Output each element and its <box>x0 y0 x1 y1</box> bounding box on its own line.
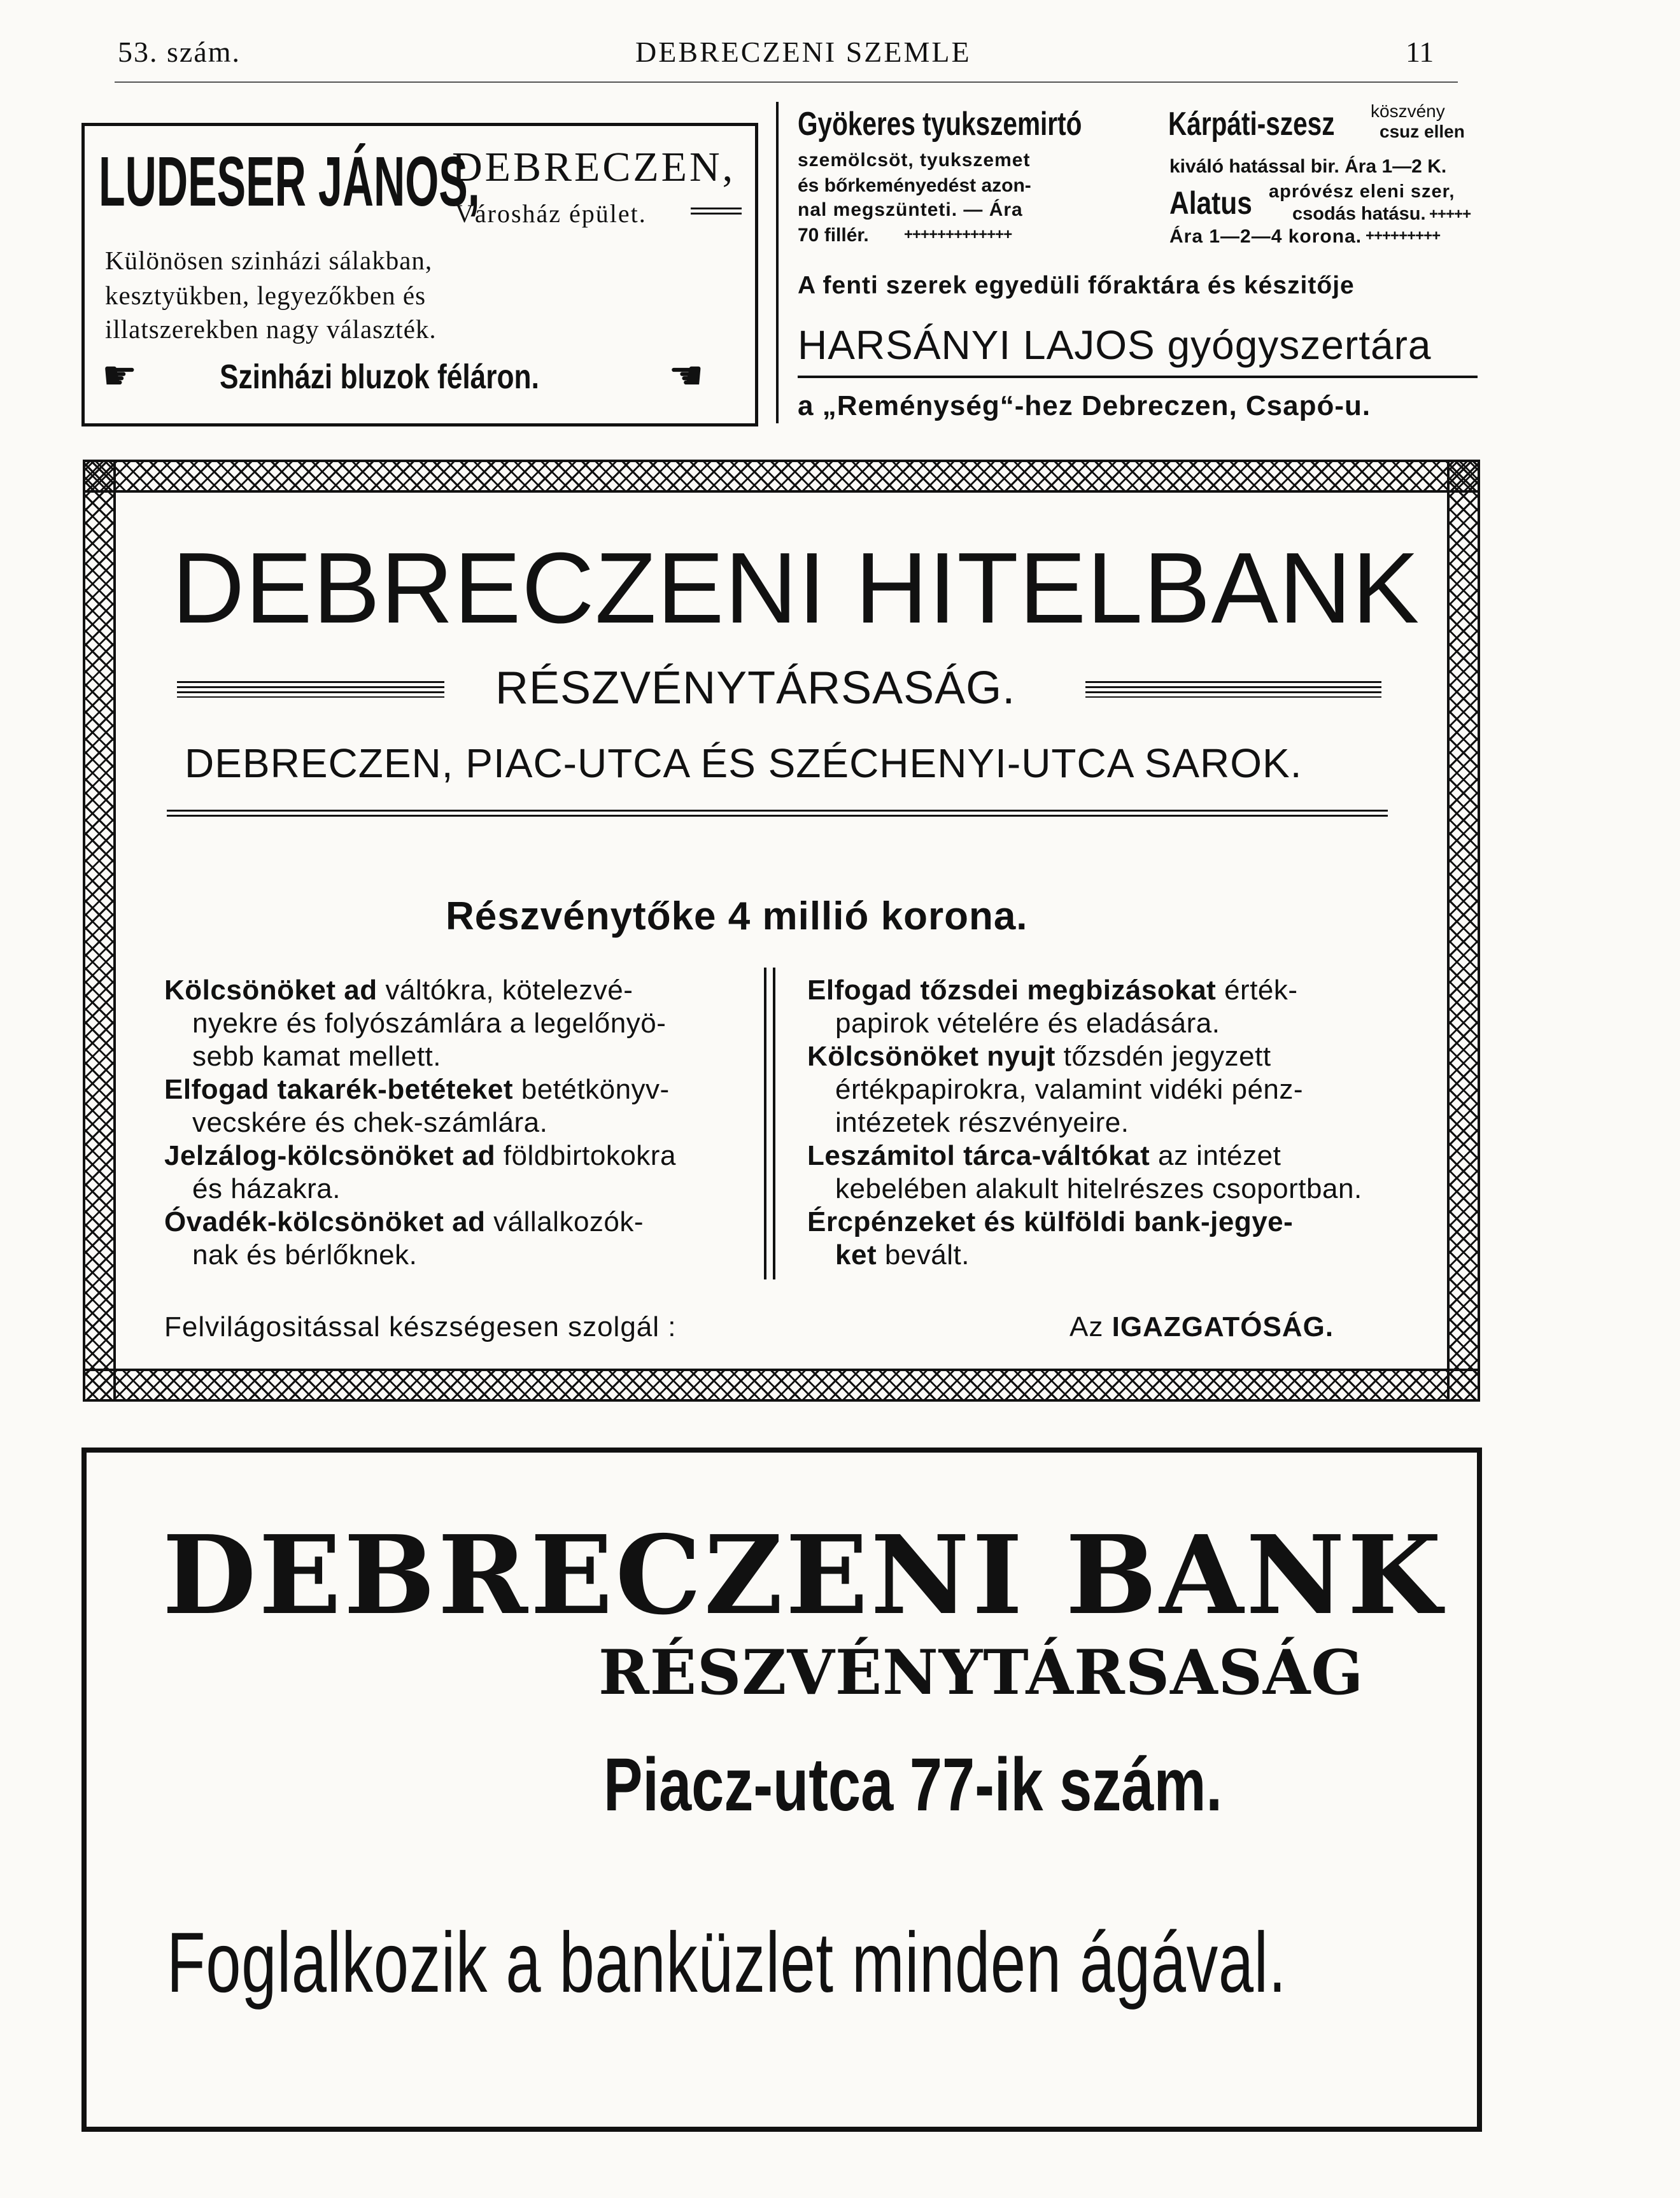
ludeser-body-1: Különösen szinházi sálakban, <box>105 246 433 275</box>
right-line-bold: Ércpénzeket és külföldi bank-jegye- <box>807 1206 1294 1237</box>
right-line-text: kebelében alakult hitelrészes csoportban. <box>835 1173 1362 1204</box>
left-line <box>164 1206 750 1239</box>
harsanyi-rule <box>798 376 1478 378</box>
ludeser-body-3: illatszerekben nagy választék. <box>105 314 437 344</box>
right-line-text: papirok vételére és eladására. <box>835 1008 1220 1039</box>
ludeser-offer <box>220 356 653 401</box>
right-line-bold: Leszámitol tárca-váltókat <box>807 1140 1150 1171</box>
product-3-name-text: Alatus <box>1169 185 1252 221</box>
right-line-text: intézetek részvényeire. <box>835 1107 1129 1138</box>
pointing-hand-left-icon: ☛ <box>102 355 138 398</box>
subtitle-rule-right <box>1085 681 1381 698</box>
hitelbank-right-column <box>807 974 1387 1272</box>
product-2-line-1: kiváló hatással bir. Ára 1—2 K. <box>1169 156 1447 177</box>
hitelbank-address: DEBRECZEN, PIAC-UTCA ÉS SZÉCHENYI-UTCA SAROK. <box>185 740 1302 786</box>
ludeser-city: DEBRECZEN, <box>452 144 736 190</box>
right-line-text: az intézet <box>1150 1140 1281 1171</box>
left-line-text: nak és bérlőknek. <box>192 1239 418 1271</box>
harsanyi-ad <box>793 101 1480 430</box>
publication-title: DEBRECZENI SZEMLE <box>635 36 971 68</box>
harsanyi-address: a „Reménység“-hez Debreczen, Csapó-u. <box>798 390 1371 421</box>
product-2-note-1: köszvény <box>1371 101 1445 121</box>
hitelbank-left-column <box>164 974 750 1272</box>
harsanyi-source-line: A fenti szerek egyedüli főraktára és készitője <box>798 272 1355 299</box>
footer-right-name: IGAZGATÓSÁG. <box>1112 1311 1334 1342</box>
left-line-bold: Óvadék-kölcsönöket ad <box>164 1206 486 1237</box>
page-header <box>0 0 1560 70</box>
product-1-line-4: 70 fillér. <box>798 225 869 246</box>
hitelbank-border-right <box>1447 460 1480 1402</box>
product-2-name-text: Kárpáti-szesz <box>1168 106 1335 143</box>
ludeser-offer-text: Szinházi bluzok féláron. <box>220 358 539 396</box>
right-line <box>807 1239 1387 1272</box>
left-line <box>164 974 750 1007</box>
hitelbank-border-top <box>83 460 1480 493</box>
footer-right-prefix: Az <box>1069 1311 1104 1342</box>
right-line <box>807 1073 1387 1106</box>
left-line-bold: Jelzálog-kölcsönöket ad <box>164 1140 496 1171</box>
left-line <box>164 1239 750 1272</box>
ludeser-name <box>99 140 480 236</box>
left-line <box>164 1139 750 1173</box>
left-line <box>164 1007 750 1040</box>
bank-address-text: Piacz-utca 77-ik szám. <box>604 1743 1223 1827</box>
ludeser-body-2: kesztyükben, legyezőkben és <box>105 281 427 310</box>
right-line-bold: Elfogad tőzsdei megbizásokat <box>807 975 1217 1006</box>
product-1-line-2: és bőrkeményedést azon- <box>798 175 1031 196</box>
bank-tagline <box>167 1916 1415 2018</box>
ludeser-building: Városház épület. <box>455 199 647 228</box>
hitelbank-footer-left: Felvilágositással készségesen szolgál : <box>164 1311 677 1342</box>
ludeser-name-text: LUDESER JÁNOS, <box>99 143 480 221</box>
right-line <box>807 1206 1387 1239</box>
hitelbank-title: DEBRECZENI HITELBANK <box>172 532 1420 644</box>
top-column-divider <box>776 102 779 423</box>
left-line-text: betétkönyv- <box>513 1074 670 1105</box>
subtitle-rule-left <box>177 681 444 698</box>
left-line-text: váltókra, kötelezvé- <box>377 975 633 1006</box>
address-double-rule <box>167 810 1388 817</box>
right-line <box>807 1040 1387 1073</box>
hitelbank-border-left <box>83 460 116 1402</box>
bank-subtitle: RÉSZVÉNYTÁRSASÁG <box>598 1637 1364 1708</box>
right-line <box>807 1106 1387 1139</box>
left-line-bold: Kölcsönöket ad <box>164 975 378 1006</box>
product-3-plus-row-2: +++++++++ <box>1366 227 1441 244</box>
left-line-text: sebb kamat mellett. <box>192 1041 441 1072</box>
right-line <box>807 1007 1387 1040</box>
product-3-plus-row: +++++ <box>1429 206 1471 223</box>
right-line <box>807 1139 1387 1173</box>
harsanyi-pharmacy: HARSÁNYI LAJOS gyógyszertára <box>798 322 1432 368</box>
left-line <box>164 1173 750 1206</box>
left-line <box>164 1106 750 1139</box>
bank-tagline-text: Foglalkozik a banküzlet minden ágával. <box>167 1915 1287 2010</box>
right-line-bold: Kölcsönöket nyujt <box>807 1041 1055 1072</box>
product-1-plus-row: +++++++++++++ <box>904 226 1012 243</box>
right-line-text: értékpapirokra, valamint vidéki pénz- <box>835 1074 1304 1105</box>
ludeser-double-rule <box>691 208 742 215</box>
product-1-line-3: nal megszünteti. — Ára <box>798 199 1023 220</box>
product-2-name <box>1168 105 1397 147</box>
left-line-bold: Elfogad takarék-betéteket <box>164 1074 514 1105</box>
left-line-text: vállalkozók- <box>485 1206 644 1237</box>
hitelbank-footer-right <box>1069 1311 1334 1343</box>
left-line-text: nyekre és folyószámlára a legelőnyö- <box>192 1008 667 1039</box>
left-line <box>164 1073 750 1106</box>
hitelbank-column-divider-2 <box>773 968 775 1279</box>
product-3-note-1: apróvész eleni szer, <box>1269 181 1455 202</box>
right-line <box>807 974 1387 1007</box>
right-line-text: érték- <box>1216 975 1298 1006</box>
left-line-text: és házakra. <box>192 1173 341 1204</box>
right-line <box>807 1173 1387 1206</box>
hitelbank-subtitle: RÉSZVÉNYTÁRSASÁG. <box>495 663 1016 714</box>
left-line-text: vecskére és chek-számlára. <box>192 1107 548 1138</box>
bank-address <box>604 1744 1406 1833</box>
hitelbank-column-divider-1 <box>764 968 766 1279</box>
hitelbank-capital: Részvénytőke 4 millió korona. <box>446 894 1028 938</box>
hitelbank-border-bottom <box>83 1369 1480 1402</box>
left-line <box>164 1040 750 1073</box>
product-1-name-text: Gyökeres tyukszemirtó <box>798 106 1082 143</box>
product-3-note-2: csodás hatásu. <box>1292 204 1426 224</box>
issue-number: 53. szám. <box>118 36 241 68</box>
right-line-text: bevált. <box>877 1239 970 1271</box>
left-line-text: földbirtokokra <box>495 1140 676 1171</box>
product-1-line-1: szemölcsöt, tyukszemet <box>798 150 1031 171</box>
header-rule <box>115 81 1458 83</box>
page-number: 11 <box>1406 36 1434 68</box>
right-line-bold: ket <box>835 1239 877 1271</box>
right-line-text: tőzsdén jegyzett <box>1055 1041 1271 1072</box>
product-1-name <box>798 105 1154 147</box>
bank-title: DEBRECZENI BANK <box>162 1512 1444 1639</box>
pointing-hand-right-icon: ☛ <box>668 355 704 398</box>
product-3-line-1: Ára 1—2—4 korona. <box>1169 226 1362 247</box>
product-2-note-2: csuz ellen <box>1380 122 1465 141</box>
